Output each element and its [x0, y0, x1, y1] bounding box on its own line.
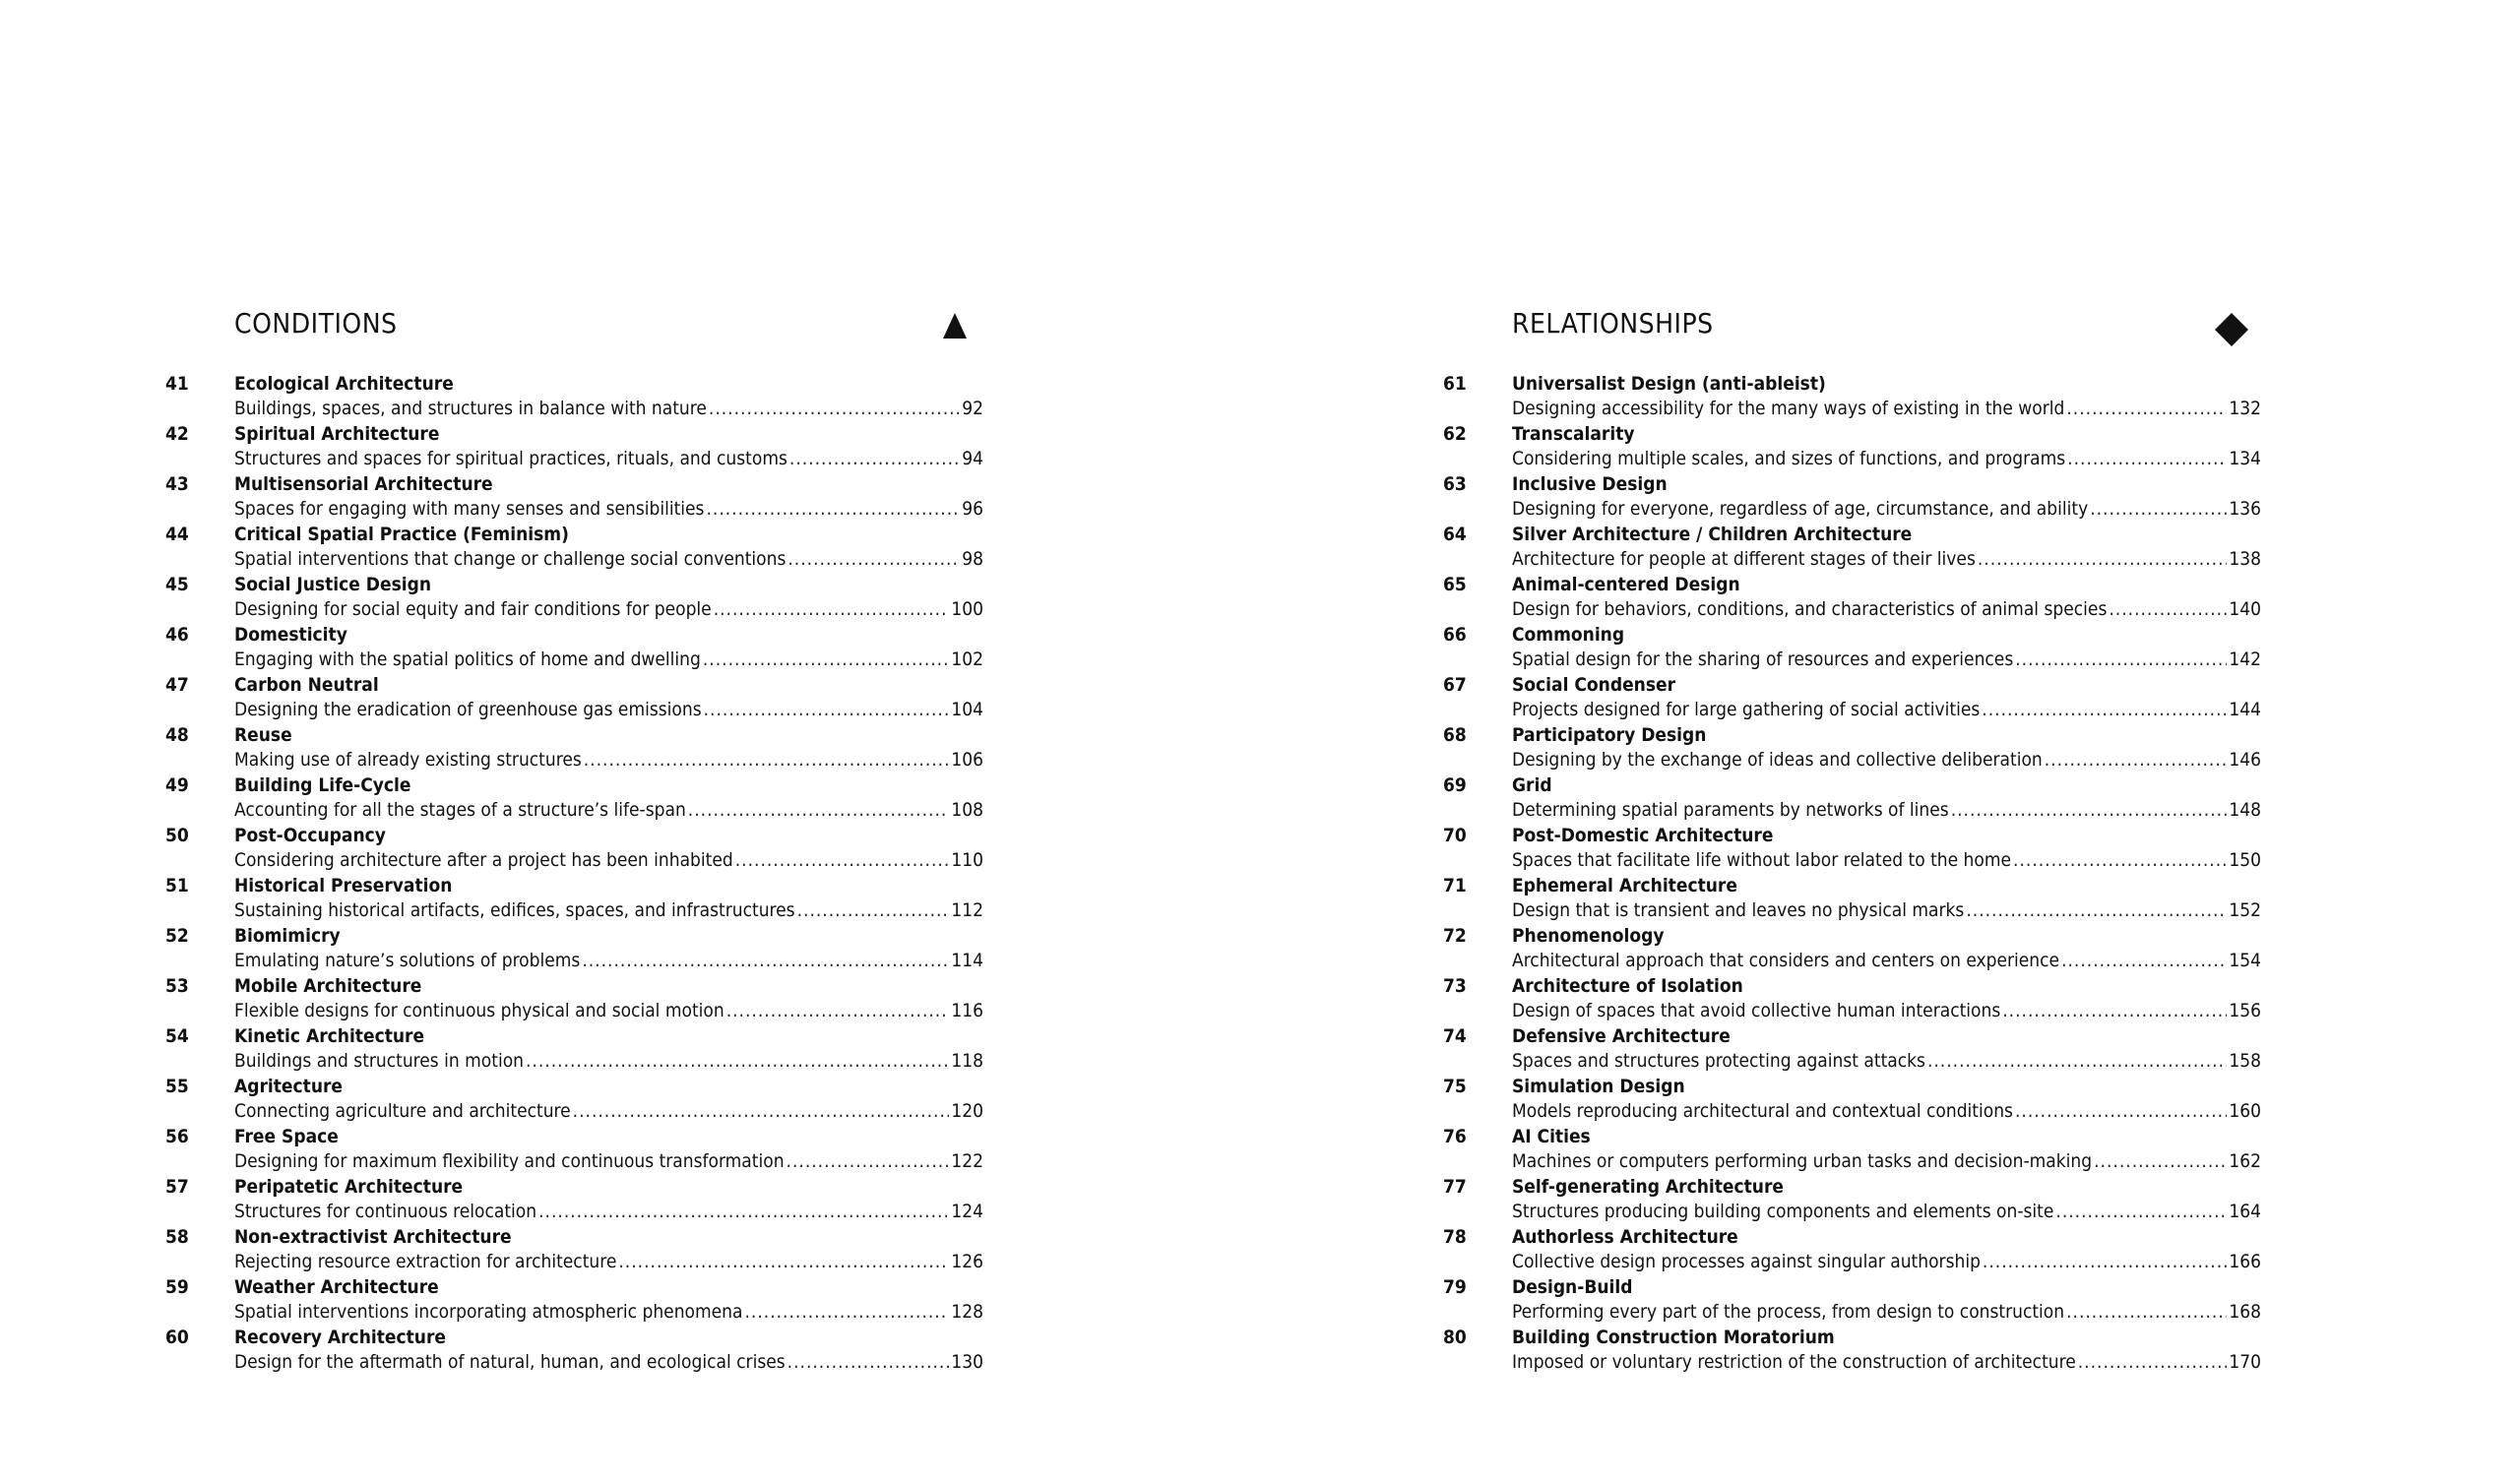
entry-title: Building Life-Cycle [234, 774, 411, 796]
dot-leader [2067, 447, 2227, 471]
entry-description-line [1512, 547, 2261, 572]
entry-page-number: 160 [2229, 1100, 2261, 1122]
entry-number: 55 [165, 1076, 189, 1097]
entry-title: Social Condenser [1512, 674, 1676, 696]
dot-leader [2045, 748, 2228, 772]
toc-entry [165, 974, 984, 1024]
dot-leader [688, 798, 950, 823]
entry-description: Design for behaviors, conditions, and characteristics of animal species [1512, 598, 2108, 620]
entry-description: Buildings and structures in motion [234, 1050, 524, 1072]
dot-leader [788, 547, 960, 572]
dot-leader [709, 397, 960, 421]
entry-description: Designing the eradication of greenhouse gas emissions [234, 699, 702, 720]
entry-number: 78 [1443, 1226, 1467, 1248]
entry-description-line [234, 698, 983, 722]
entry-number: 50 [165, 825, 189, 846]
conditions-heading: CONDITIONS [234, 307, 398, 340]
entry-page-number: 124 [951, 1201, 983, 1222]
entry-number: 70 [1443, 825, 1467, 846]
entry-number: 68 [1443, 724, 1467, 746]
entry-description-line [234, 1099, 983, 1124]
entry-title: Post-Occupancy [234, 825, 386, 846]
entry-title: Critical Spatial Practice (Feminism) [234, 524, 569, 545]
entry-number: 69 [1443, 774, 1467, 796]
entry-page-number: 102 [951, 648, 983, 670]
toc-entry [165, 1175, 984, 1225]
entry-description: Designing for everyone, regardless of age, circumstance, and ability [1512, 498, 2089, 520]
entry-page-number: 112 [951, 899, 983, 921]
entry-description: Architectural approach that considers and centers on experience [1512, 950, 2060, 971]
entry-number: 73 [1443, 975, 1467, 997]
entry-page-number: 96 [962, 498, 983, 520]
entry-description: Projects designed for large gathering of social activities [1512, 699, 1981, 720]
entry-description-line [234, 1149, 983, 1174]
toc-entry [165, 523, 984, 573]
entry-page-number: 132 [2229, 398, 2261, 419]
toc-entry [1443, 673, 2262, 723]
entry-number: 56 [165, 1126, 189, 1147]
toc-entry [1443, 824, 2262, 874]
entry-title: Social Justice Design [234, 574, 432, 595]
entry-title: Authorless Architecture [1512, 1226, 1738, 1248]
entry-number: 63 [1443, 473, 1467, 495]
entry-title: Transcalarity [1512, 423, 1635, 445]
toc-entry [1443, 924, 2262, 974]
entry-number: 60 [165, 1327, 189, 1348]
entry-description: Spatial design for the sharing of resources and experiences [1512, 648, 2014, 670]
entry-number: 51 [165, 875, 189, 896]
entry-page-number: 100 [951, 598, 983, 620]
entry-number: 53 [165, 975, 189, 997]
entry-page-number: 104 [951, 699, 983, 720]
dot-leader [704, 698, 950, 722]
entry-page-number: 156 [2229, 1000, 2261, 1021]
dot-leader [726, 999, 950, 1023]
entry-title: Inclusive Design [1512, 473, 1668, 495]
entry-number: 44 [165, 524, 189, 545]
entry-description-line [1512, 1049, 2261, 1074]
entry-description: Designing accessibility for the many ways of existing in the world [1512, 398, 2065, 419]
entry-page-number: 116 [951, 1000, 983, 1021]
entry-description-line [234, 848, 983, 873]
entry-page-number: 98 [962, 548, 983, 570]
dot-leader [2015, 1099, 2227, 1124]
entry-description-line [234, 397, 983, 421]
entry-title: Commoning [1512, 624, 1625, 646]
toc-entry [1443, 422, 2262, 472]
relationships-entry-list [1443, 372, 2262, 1376]
dot-leader [787, 1149, 950, 1174]
entry-page-number: 144 [2229, 699, 2261, 720]
entry-page-number: 140 [2229, 598, 2261, 620]
toc-entry [165, 1024, 984, 1075]
toc-entry [1443, 773, 2262, 824]
entry-description-line [234, 949, 983, 973]
entry-number: 52 [165, 925, 189, 947]
entry-number: 72 [1443, 925, 1467, 947]
entry-title: Mobile Architecture [234, 975, 422, 997]
entry-title: Grid [1512, 774, 1552, 796]
entry-description-line [1512, 898, 2261, 923]
dot-leader [1982, 698, 2227, 722]
toc-entry [165, 1275, 984, 1326]
entry-description: Determining spatial paraments by networks of lines [1512, 799, 1949, 821]
toc-entry [165, 924, 984, 974]
entry-number: 49 [165, 774, 189, 796]
entry-number: 61 [1443, 373, 1467, 395]
entry-title: Participatory Design [1512, 724, 1707, 746]
dot-leader [526, 1049, 949, 1074]
dot-leader [2055, 1200, 2227, 1224]
entry-description: Designing by the exchange of ideas and collective deliberation [1512, 749, 2043, 771]
entry-number: 65 [1443, 574, 1467, 595]
entry-title: Carbon Neutral [234, 674, 379, 696]
entry-title: AI Cities [1512, 1126, 1591, 1147]
entry-page-number: 108 [951, 799, 983, 821]
entry-page-number: 126 [951, 1251, 983, 1272]
entry-title: Biomimicry [234, 925, 341, 947]
entry-page-number: 92 [962, 398, 983, 419]
entry-description-line [234, 748, 983, 772]
dot-leader [2002, 999, 2227, 1023]
dot-leader [789, 447, 960, 471]
entry-page-number: 138 [2229, 548, 2261, 570]
entry-description: Designing for social equity and fair conditions for people [234, 598, 712, 620]
entry-title: Weather Architecture [234, 1276, 439, 1298]
entry-description-line [234, 547, 983, 572]
entry-page-number: 106 [951, 749, 983, 771]
entry-title: Building Construction Moratorium [1512, 1327, 1835, 1348]
dot-leader [584, 748, 950, 772]
toc-entry [1443, 523, 2262, 573]
entry-description-line [1512, 447, 2261, 471]
dot-leader [2094, 1149, 2227, 1174]
toc-entry [165, 1075, 984, 1125]
entry-number: 66 [1443, 624, 1467, 646]
entry-page-number: 158 [2229, 1050, 2261, 1072]
entry-page-number: 162 [2229, 1150, 2261, 1172]
entry-number: 48 [165, 724, 189, 746]
dot-leader [714, 597, 950, 622]
entry-description-line [1512, 999, 2261, 1023]
toc-entry [165, 472, 984, 523]
entry-title: Animal-centered Design [1512, 574, 1740, 595]
dot-leader [2013, 848, 2227, 873]
toc-entry [165, 824, 984, 874]
entry-description-line [1512, 1149, 2261, 1174]
entry-number: 71 [1443, 875, 1467, 896]
dot-leader [582, 949, 949, 973]
entry-description-line [234, 447, 983, 471]
entry-description-line [234, 497, 983, 522]
entry-page-number: 136 [2229, 498, 2261, 520]
entry-title: Agritecture [234, 1076, 344, 1097]
entry-title: Defensive Architecture [1512, 1025, 1731, 1047]
dot-leader [735, 848, 950, 873]
dot-leader [706, 497, 960, 522]
entry-title: Self-generating Architecture [1512, 1176, 1785, 1198]
entry-description-line [1512, 748, 2261, 772]
entry-description-line [234, 798, 983, 823]
toc-entry [1443, 1024, 2262, 1075]
toc-entry [165, 573, 984, 623]
dot-leader [744, 1300, 949, 1325]
diamond-icon [2215, 313, 2248, 346]
entry-number: 64 [1443, 524, 1467, 545]
entry-description-line [234, 1300, 983, 1325]
entry-description: Models reproducing architectural and contextual conditions [1512, 1100, 2013, 1122]
toc-entry [165, 773, 984, 824]
entry-page-number: 152 [2229, 899, 2261, 921]
entry-description: Design of spaces that avoid collective human interactions [1512, 1000, 2001, 1021]
toc-entry [165, 1225, 984, 1275]
entry-page-number: 130 [951, 1351, 983, 1373]
entry-description: Collective design processes against singular authorship [1512, 1251, 1981, 1272]
entry-description: Connecting agriculture and architecture [234, 1100, 571, 1122]
entry-title: Recovery Architecture [234, 1327, 446, 1348]
entry-number: 76 [1443, 1126, 1467, 1147]
entry-page-number: 154 [2229, 950, 2261, 971]
entry-description-line [1512, 1099, 2261, 1124]
toc-entry [1443, 472, 2262, 523]
toc-entry [165, 1326, 984, 1376]
dot-leader [1978, 547, 2228, 572]
dot-leader [1927, 1049, 2227, 1074]
entry-description: Spaces and structures protecting against attacks [1512, 1050, 1925, 1072]
dot-leader [1983, 1250, 2227, 1274]
entry-number: 80 [1443, 1327, 1467, 1348]
entry-number: 57 [165, 1176, 189, 1198]
entry-description: Structures producing building components and elements on-site [1512, 1201, 2054, 1222]
entry-title: Historical Preservation [234, 875, 453, 896]
toc-entry [1443, 723, 2262, 773]
entry-description-line [1512, 397, 2261, 421]
entry-description-line [1512, 798, 2261, 823]
toc-entry [165, 723, 984, 773]
entry-title: Reuse [234, 724, 292, 746]
toc-entry [1443, 1225, 2262, 1275]
entry-number: 47 [165, 674, 189, 696]
entry-description: Rejecting resource extraction for architecture [234, 1251, 617, 1272]
entry-page-number: 120 [951, 1100, 983, 1122]
entry-description-line [234, 648, 983, 672]
entry-page-number: 134 [2229, 448, 2261, 469]
toc-entry [1443, 372, 2262, 422]
entry-title: Post-Domestic Architecture [1512, 825, 1774, 846]
entry-number: 59 [165, 1276, 189, 1298]
entry-page-number: 110 [951, 849, 983, 871]
entry-title: Spiritual Architecture [234, 423, 440, 445]
dot-leader [2061, 949, 2227, 973]
entry-description: Spatial interventions that change or challenge social conventions [234, 548, 787, 570]
entry-description-line [1512, 1300, 2261, 1325]
entry-number: 67 [1443, 674, 1467, 696]
dot-leader [2078, 1350, 2228, 1375]
toc-entry [165, 623, 984, 673]
entry-number: 77 [1443, 1176, 1467, 1198]
toc-entry [165, 422, 984, 472]
dot-leader [2066, 397, 2227, 421]
entry-page-number: 118 [951, 1050, 983, 1072]
entry-title: Multisensorial Architecture [234, 473, 493, 495]
entry-page-number: 168 [2229, 1301, 2261, 1323]
entry-title: Free Space [234, 1126, 339, 1147]
entry-number: 42 [165, 423, 189, 445]
toc-entry [165, 1125, 984, 1175]
entry-number: 74 [1443, 1025, 1467, 1047]
entry-description-line [234, 1200, 983, 1224]
entry-page-number: 114 [951, 950, 983, 971]
entry-description-line [1512, 1250, 2261, 1274]
entry-title: Kinetic Architecture [234, 1025, 425, 1047]
entry-description: Machines or computers performing urban tasks and decision-making [1512, 1150, 2093, 1172]
dot-leader [703, 648, 950, 672]
entry-description-line [234, 898, 983, 923]
entry-page-number: 94 [962, 448, 983, 469]
entry-description: Engaging with the spatial politics of home and dwelling [234, 648, 701, 670]
entry-description: Structures for continuous relocation [234, 1201, 537, 1222]
entry-number: 58 [165, 1226, 189, 1248]
entry-description: Considering multiple scales, and sizes of functions, and programs [1512, 448, 2066, 469]
entry-description-line [234, 999, 983, 1023]
entry-page-number: 146 [2229, 749, 2261, 771]
relationships-heading: RELATIONSHIPS [1512, 307, 1714, 340]
entry-number: 79 [1443, 1276, 1467, 1298]
entry-page-number: 170 [2229, 1351, 2261, 1373]
dot-leader [538, 1200, 949, 1224]
toc-entry [1443, 623, 2262, 673]
dot-leader [573, 1099, 950, 1124]
entry-title: Architecture of Isolation [1512, 975, 1743, 997]
toc-entry [1443, 874, 2262, 924]
entry-number: 62 [1443, 423, 1467, 445]
entry-description-line [234, 1350, 983, 1375]
entry-description: Design that is transient and leaves no physical marks [1512, 899, 1965, 921]
toc-entry [165, 673, 984, 723]
entry-page-number: 166 [2229, 1251, 2261, 1272]
entry-description-line [1512, 497, 2261, 522]
entry-title: Domesticity [234, 624, 347, 646]
dot-leader [2109, 597, 2227, 622]
entry-description: Performing every part of the process, from design to construction [1512, 1301, 2065, 1323]
entry-description-line [1512, 1350, 2261, 1375]
entry-title: Phenomenology [1512, 925, 1665, 947]
conditions-entry-list [165, 372, 984, 1376]
entry-number: 75 [1443, 1076, 1467, 1097]
dot-leader [2066, 1300, 2227, 1325]
toc-entry [165, 372, 984, 422]
dot-leader [618, 1250, 949, 1274]
entry-page-number: 142 [2229, 648, 2261, 670]
toc-entry [1443, 1075, 2262, 1125]
entry-description: Designing for maximum flexibility and continuous transformation [234, 1150, 785, 1172]
dot-leader [2090, 497, 2227, 522]
toc-entry [165, 874, 984, 924]
entry-description-line [1512, 949, 2261, 973]
entry-title: Silver Architecture / Children Architecture [1512, 524, 1913, 545]
entry-title: Ephemeral Architecture [1512, 875, 1737, 896]
entry-description-line [1512, 698, 2261, 722]
entry-description: Flexible designs for continuous physical and social motion [234, 1000, 724, 1021]
toc-entry [1443, 974, 2262, 1024]
entry-description-line [234, 1250, 983, 1274]
entry-description: Spaces for engaging with many senses and sensibilities [234, 498, 705, 520]
entry-page-number: 150 [2229, 849, 2261, 871]
entry-title: Ecological Architecture [234, 373, 454, 395]
entry-description-line [1512, 597, 2261, 622]
entry-description: Structures and spaces for spiritual practices, rituals, and customs [234, 448, 788, 469]
entry-number: 43 [165, 473, 189, 495]
entry-page-number: 128 [951, 1301, 983, 1323]
entry-page-number: 122 [951, 1150, 983, 1172]
entry-description: Spaces that facilitate life without labor related to the home [1512, 849, 2012, 871]
toc-entry [1443, 1275, 2262, 1326]
entry-title: Peripatetic Architecture [234, 1176, 464, 1198]
entry-description: Accounting for all the stages of a structure’s life-span [234, 799, 686, 821]
entry-description: Buildings, spaces, and structures in balance with nature [234, 398, 707, 419]
entry-title: Universalist Design (anti-ableist) [1512, 373, 1826, 395]
entry-number: 41 [165, 373, 189, 395]
dot-leader [1966, 898, 2227, 923]
entry-page-number: 164 [2229, 1201, 2261, 1222]
entry-description-line [234, 597, 983, 622]
entry-title: Simulation Design [1512, 1076, 1685, 1097]
dot-leader [1951, 798, 2228, 823]
toc-entry [1443, 573, 2262, 623]
entry-description: Considering architecture after a project has been inhabited [234, 849, 733, 871]
entry-description: Architecture for people at different stages of their lives [1512, 548, 1976, 570]
entry-description: Design for the aftermath of natural, human, and ecological crises [234, 1351, 786, 1373]
entry-number: 54 [165, 1025, 189, 1047]
entry-title: Design-Build [1512, 1276, 1633, 1298]
entry-page-number: 148 [2229, 799, 2261, 821]
entry-number: 46 [165, 624, 189, 646]
entry-description-line [1512, 648, 2261, 672]
entry-description-line [1512, 848, 2261, 873]
dot-leader [797, 898, 950, 923]
entry-title: Non-extractivist Architecture [234, 1226, 512, 1248]
entry-description: Making use of already existing structures [234, 749, 582, 771]
entry-description: Sustaining historical artifacts, edifices, spaces, and infrastructures [234, 899, 795, 921]
entry-number: 45 [165, 574, 189, 595]
entry-description-line [1512, 1200, 2261, 1224]
entry-description-line [234, 1049, 983, 1074]
toc-entry [1443, 1175, 2262, 1225]
dot-leader [2015, 648, 2227, 672]
entry-description: Imposed or voluntary restriction of the construction of architecture [1512, 1351, 2076, 1373]
triangle-icon [943, 313, 967, 339]
toc-entry [1443, 1125, 2262, 1175]
toc-entry [1443, 1326, 2262, 1376]
entry-description: Spatial interventions incorporating atmospheric phenomena [234, 1301, 743, 1323]
entry-description: Emulating nature’s solutions of problems [234, 950, 581, 971]
dot-leader [788, 1350, 950, 1375]
